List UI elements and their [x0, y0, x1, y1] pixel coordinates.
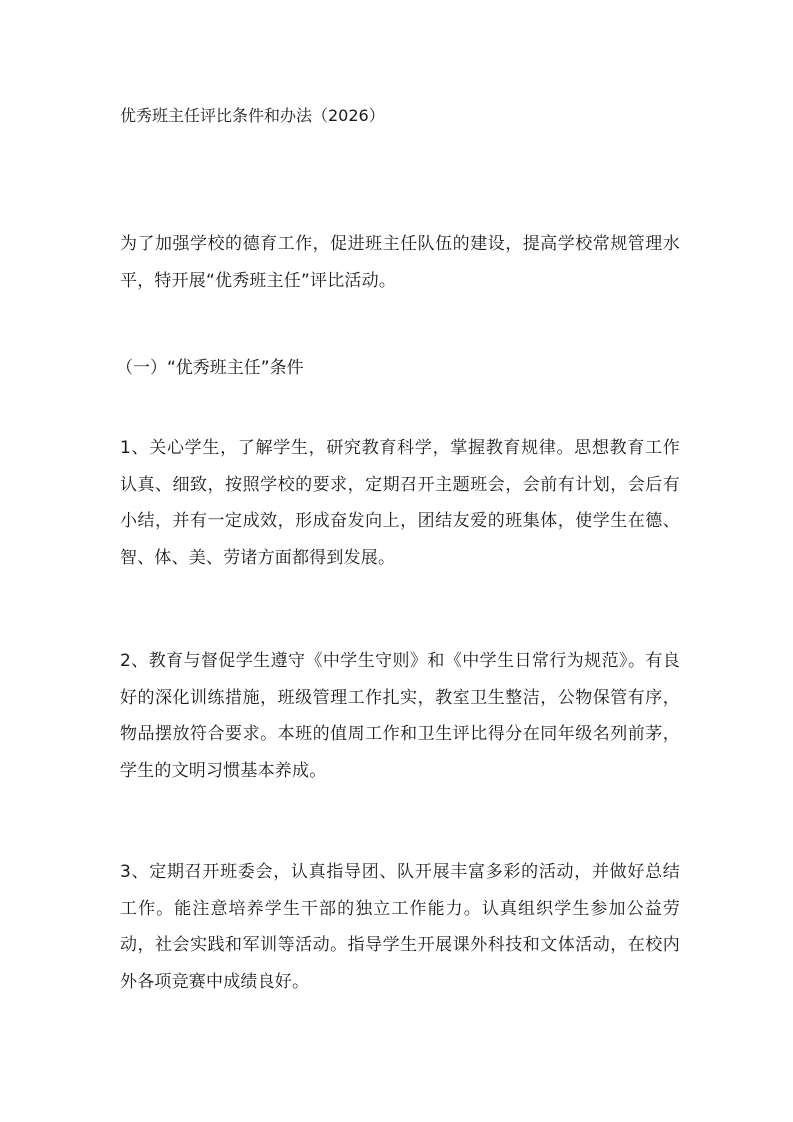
document-title: 优秀班主任评比条件和办法（2026） [120, 106, 385, 125]
criteria-item-2: 2、教育与督促学生遵守《中学生守则》和《中学生日常行为规范》。有良好的深化训练措施，班级管理工作扎实，教室卫生整洁，公物保管有序，物品摆放符合要求。本班的值周工作和卫生评比得分在同年级名列前茅，学生的文明习惯基本养成。 [120, 651, 680, 781]
criteria-item-3: 3、定期召开班委会，认真指导团、队开展丰富多彩的活动，并做好总结工作。能注意培养学生干部的独立工作能力。认真组织学生参加公益劳动，社会实践和军训等活动。指导学生开展课外科技和文体活动，在校内外各项竞赛中成绩良好。 [120, 862, 680, 992]
criteria-item-1: 1、关心学生，了解学生，研究教育科学，掌握教育规律。思想教育工作认真、细致，按照学校的要求，定期召开主题班会，会前有计划，会后有小结，并有一定成效，形成奋发向上，团结友爱的班集体，使学生在德、智、体、美、劳诸方面都得到发展。 [120, 438, 680, 568]
section-heading: （一）“优秀班主任”条件 [116, 358, 304, 378]
intro-paragraph: 为了加强学校的德育工作，促进班主任队伍的建设，提高学校常规管理水平，特开展“优秀班主任”评比活动。 [120, 234, 680, 291]
